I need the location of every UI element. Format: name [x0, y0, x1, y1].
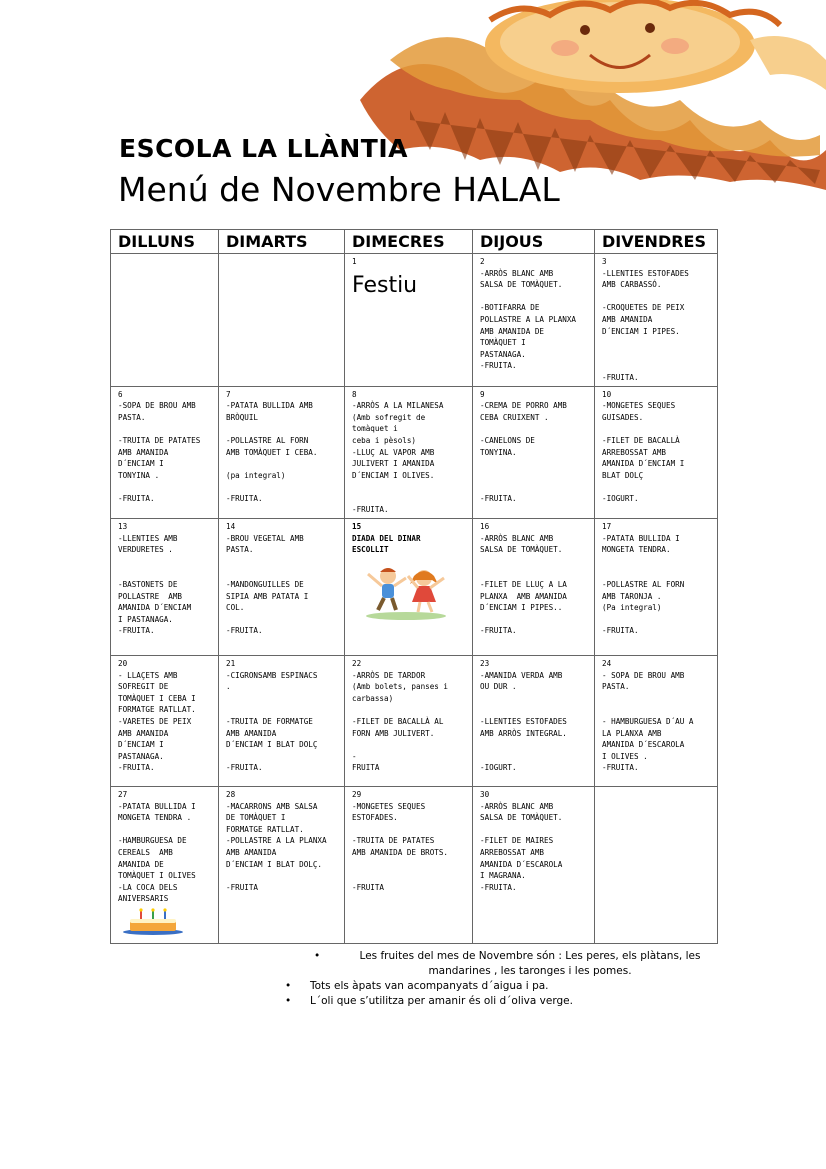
- weekday-header: DIMECRES: [345, 230, 473, 254]
- day-cell-empty: [111, 254, 219, 387]
- week-row: [111, 386, 718, 519]
- day-cell: 20 - LLAÇETS AMB SOFREGIT DE TOMÀQUET I CEBA I FORMATGE RATLLAT. -VARETES DE PEIX AMB AMANIDA D´ENCIAM I PASTANAGA. -FRUITA.: [111, 656, 219, 787]
- day-menu-text: 27 -PATATA BULLIDA I MONGETA TENDRA . -HAMBURGUESA DE CEREALS AMB AMANIDA DE TOMÀQUET I OLIVES -LA COCA DELS ANIVERSARIS: [118, 790, 196, 904]
- day-cell: 9 -CREMA DE PORRO AMB CEBA CRUIXENT . -CANELONS DE TONYINA. -FRUITA.: [473, 386, 595, 519]
- day-cell: 23 -AMANIDA VERDA AMB OU DUR . -LLENTIES ESTOFADES AMB ARRÒS INTEGRAL. -IOGURT.: [473, 656, 595, 787]
- day-cell: 3 -LLENTIES ESTOFADES AMB CARBASSÓ. -CROQUETES DE PEIX AMB AMANIDA D´ENCIAM I PIPES. -FRUITA.: [595, 254, 718, 387]
- note-text: L´oli que s’utilitza per amanir és oli d´oliva verge.: [310, 995, 573, 1007]
- day-cell: [111, 787, 219, 944]
- weekday-header: DILLUNS: [111, 230, 219, 254]
- autumn-character-illustration: [350, 0, 826, 190]
- holiday-label: Festiu: [352, 272, 418, 298]
- day-cell: 6 -SOPA DE BROU AMB PASTA. -TRUITA DE PATATES AMB AMANIDA D´ENCIAM I TONYINA . -FRUITA.: [111, 386, 219, 519]
- day-cell: 21 -CIGRONSAMB ESPINACS . -TRUITA DE FORMATGE AMB AMANIDA D´ENCIAM I BLAT DOLÇ -FRUITA.: [219, 656, 345, 787]
- day-cell: [345, 519, 473, 656]
- day-cell: 17 -PATATA BULLIDA I MONGETA TENDRA. -POLLASTRE AL FORN AMB TARONJA . (Pa integral) -FRUITA.: [595, 519, 718, 656]
- day-cell: 30 -ARRÒS BLANC AMB SALSA DE TOMÀQUET. -FILET DE MAIRES ARREBOSSAT AMB AMANIDA D´ESCAROLA I MAGRANA. -FRUITA.: [473, 787, 595, 944]
- day-cell: [345, 254, 473, 387]
- week-row: [111, 519, 718, 656]
- day-cell: 8 -ARRÒS A LA MILANESA (Amb sofregit de tomàquet i ceba i pèsols) -LLUÇ AL VAPOR AMB JULIVERT I AMANIDA D´ENCIAM I OLIVES. -FRUITA.: [345, 386, 473, 519]
- day-cell: 13 -LLENTIES AMB VERDURETES . -BASTONETS DE POLLASTRE AMB AMANIDA D´ENCIAM I PASTANAGA. -FRUITA.: [111, 519, 219, 656]
- weekday-header: DIJOUS: [473, 230, 595, 254]
- day-cell: 7 -PATATA BULLIDA AMB BRÒQUIL -POLLASTRE AL FORN AMB TOMÀQUET I CEBA. (pa integral) -FRUITA.: [219, 386, 345, 519]
- weekday-header-row: [111, 230, 718, 254]
- day-cell: 28 -MACARRONS AMB SALSA DE TOMÀQUET I FORMATGE RATLLAT. -POLLASTRE A LA PLANXA AMB AMANIDA D´ENCIAM I BLAT DOLÇ. -FRUITA: [219, 787, 345, 944]
- note-item: [280, 979, 720, 994]
- school-name: ESCOLA LA LLÀNTIA: [119, 134, 408, 163]
- day-number: 15: [352, 522, 362, 532]
- menu-calendar: [110, 229, 718, 944]
- note-item: [280, 949, 720, 979]
- day-cell: 16 -ARRÒS BLANC AMB SALSA DE TOMÀQUET. -FILET DE LLUÇ A LA PLANXA AMB AMANIDA D´ENCIAM I PIPES.. -FRUITA.: [473, 519, 595, 656]
- weekday-header: DIMARTS: [219, 230, 345, 254]
- special-day-label: DIADA DEL DINAR ESCOLLIT: [352, 533, 421, 555]
- day-cell: 14 -BROU VEGETAL AMB PASTA. -MANDONGUILLES DE SIPIA AMB PATATA I COL. -FRUITA.: [219, 519, 345, 656]
- birthday-cake-icon: [122, 907, 184, 935]
- menu-title: Menú de Novembre HALAL: [118, 170, 560, 209]
- day-number: 1: [352, 257, 357, 266]
- day-cell-empty: [219, 254, 345, 387]
- day-cell: 29 -MONGETES SEQUES ESTOFADES. -TRUITA DE PATATES AMB AMANIDA DE BROTS. -FRUITA: [345, 787, 473, 944]
- week-row: [111, 787, 718, 944]
- note-item: [280, 994, 720, 1009]
- day-cell-empty: [595, 787, 718, 944]
- jumping-children-icon: [356, 564, 456, 620]
- week-row: [111, 254, 718, 387]
- day-cell: 2 -ARRÒS BLANC AMB SALSA DE TOMÀQUET. -BOTIFARRA DE POLLASTRE A LA PLANXA AMB AMANIDA DE TOMÀQUET I PASTANAGA. -FRUITA.: [473, 254, 595, 387]
- menu-notes: [280, 949, 720, 1009]
- week-row: [111, 656, 718, 787]
- day-cell: 24 - SOPA DE BROU AMB PASTA. - HAMBURGUESA D´AU A LA PLANXA AMB AMANIDA D´ESCAROLA I OLIVES . -FRUITA.: [595, 656, 718, 787]
- note-text: Tots els àpats van acompanyats d´aigua i pa.: [310, 980, 549, 992]
- day-cell: 10 -MONGETES SEQUES GUISADES. -FILET DE BACALLÀ ARREBOSSAT AMB AMANIDA D´ENCIAM I BLAT DOLÇ -IOGURT.: [595, 386, 718, 519]
- bullet-icon: •: [285, 980, 292, 992]
- weekday-header: DIVENDRES: [595, 230, 718, 254]
- bullet-icon: •: [314, 950, 321, 962]
- day-cell: 22 -ARRÒS DE TARDOR (Amb bolets, panses i carbassa) -FILET DE BACALLÀ AL FORN AMB JULIVERT. - FRUITA: [345, 656, 473, 787]
- bullet-icon: •: [285, 995, 292, 1007]
- note-text: Les fruites del mes de Novembre són : Les peres, els plàtans, les mandarines , les taronges i les pomes.: [359, 950, 701, 977]
